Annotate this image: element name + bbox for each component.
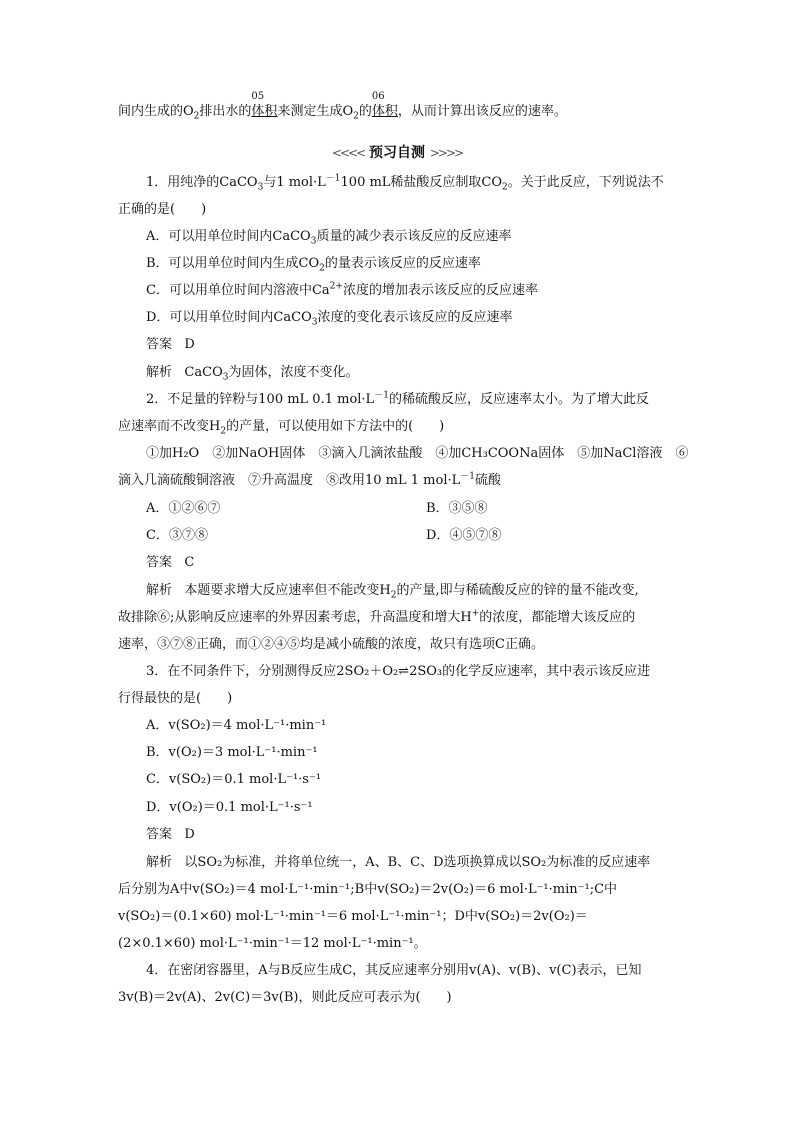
superscript: + [471, 608, 480, 619]
q1-option-b [146, 256, 481, 272]
q4-stem-cont: 3v(B)＝2v(A)、2v(C)＝3v(B)，则此反应可表示为( ) [118, 990, 452, 1005]
q3-stem-cont: 行得最快的是( ) [118, 691, 233, 706]
q2-methods-cont [118, 473, 501, 489]
text-run: 滴入几滴硫酸铜溶液 ⑦升高温度 ⑧改用10 mL 1 mol·L [118, 473, 461, 488]
text-run: CaCO [184, 365, 223, 380]
answer-label: 答案 [146, 827, 173, 842]
analysis-label: 解析 [146, 583, 173, 598]
subscript: 2 [319, 263, 325, 274]
q3-analysis-cont-3: (2×0.1×60) mol·L⁻¹·min⁻¹＝12 mol·L⁻¹·min⁻¹。 [118, 936, 427, 951]
text-run: 与1 mol·L [263, 175, 326, 190]
q3-analysis [146, 855, 650, 871]
text-run: 质量的减少表示该反应的反应速率 [316, 229, 512, 244]
blank-05 [251, 91, 278, 120]
text-run: B．可以用单位时间内生成CO [146, 256, 320, 271]
text-run: 以SO₂为标准，并将单位统一，A、B、C、D选项换算成以SO₂为标准的反应速率 [184, 855, 651, 870]
section-title [0, 142, 794, 162]
subscript: 3 [311, 317, 318, 328]
q1-analysis [146, 365, 358, 381]
q3-analysis-cont-2: v(SO₂)＝(0.1×60) mol·L⁻¹·min⁻¹＝6 mol·L⁻¹·min⁻¹；D中v(SO₂)＝2v(O₂)＝ [118, 909, 588, 924]
blank-06 [371, 91, 398, 120]
text-run: 为固体，浓度不变化。 [228, 365, 359, 380]
subscript: 3 [222, 372, 229, 383]
superscript: －1 [374, 390, 389, 401]
q1-stem [146, 175, 664, 191]
text-run: 本题要求增大反应速率但不能改变H [184, 583, 391, 598]
q2-analysis-cont-2: 速率，③⑦⑧正确，而①②④⑤均是减小硫酸的浓度，故只有选项C正确。 [118, 637, 544, 652]
answer-value: C [184, 555, 195, 570]
left-chevron-ornament: <<<< [331, 146, 365, 160]
subscript: 2 [220, 426, 227, 437]
q2-analysis-cont [118, 610, 635, 626]
q2-methods: ①加H₂O ②加NaOH固体 ③滴入几滴浓盐酸 ④加CH₃COONa固体 ⑤加NaCl溶液 ⑥ [146, 446, 689, 461]
text-run: 的产量，可以使用如下方法中的( ) [226, 419, 445, 434]
subscript: 3 [310, 236, 317, 247]
q4-stem: 4．在密闭容器里，A与B反应生成C，其反应速率分别用v(A)、v(B)、v(C)表示，已知 [146, 963, 642, 978]
text-run: 来测定生成O [277, 104, 354, 119]
q2-answer [146, 555, 194, 571]
text-run: 浓度的变化表示该反应的反应速率 [317, 310, 513, 325]
q2-stem-cont [118, 419, 444, 435]
blank-answer: 体积 [371, 104, 398, 119]
q1-option-d [146, 310, 512, 326]
blank-number: 05 [251, 91, 265, 102]
superscript: －1 [325, 173, 341, 184]
q1-option-a [146, 229, 511, 245]
subscript: 3 [257, 182, 264, 193]
text-run: A．可以用单位时间内CaCO [146, 229, 311, 244]
superscript: 2+ [329, 281, 343, 292]
q3-analysis-cont: 后分别为A中v(SO₂)＝4 mol·L⁻¹·min⁻¹;B中v(SO₂)＝2v(O₂)＝6 mol·L⁻¹·min⁻¹;C中 [118, 882, 618, 897]
text-run: 100 mL稀盐酸反应制取CO [340, 175, 503, 190]
q1-stem-cont: 正确的是( ) [118, 202, 207, 217]
answer-value: D [184, 337, 195, 352]
blank-answer: 体积 [251, 104, 278, 119]
superscript: －1 [460, 471, 475, 482]
section-title-text: 预习自测 [369, 145, 425, 161]
q2-option-b: B．③⑤⑧ [426, 501, 488, 516]
q1-answer [146, 337, 195, 353]
q3-answer [146, 827, 195, 843]
q1-option-c [146, 283, 538, 299]
text-run: 应速率而不改变H [118, 419, 221, 434]
text-run: 2．不足量的锌粉与100 mL 0.1 mol·L [146, 392, 375, 407]
q3-stem: 3．在不同条件下，分别测得反应2SO₂＋O₂⇌2SO₃的化学反应速率，其中表示该反应进 [146, 664, 651, 679]
q3-option-c: C．v(SO₂)＝0.1 mol·L⁻¹·s⁻¹ [146, 772, 322, 787]
subscript: 2 [353, 111, 359, 122]
q3-option-b: B．v(O₂)＝3 mol·L⁻¹·min⁻¹ [146, 745, 318, 760]
text-run: C．可以用单位时间内溶液中Ca [146, 283, 330, 298]
right-chevron-ornament: >>>> [429, 146, 463, 160]
q2-analysis [146, 583, 639, 599]
q2-option-a: A．①②⑥⑦ [146, 501, 221, 516]
subscript: 2 [390, 590, 397, 601]
answer-label: 答案 [146, 337, 173, 352]
text-run: 硫酸 [474, 473, 501, 488]
text-run: 的产量,即与稀硫酸反应的锌的量不能改变, [396, 583, 639, 598]
answer-label: 答案 [146, 555, 173, 570]
text-run: D．可以用单位时间内CaCO [146, 310, 312, 325]
q2-stem [146, 392, 649, 408]
text-run: 的 [358, 104, 372, 119]
analysis-label: 解析 [146, 365, 173, 380]
text-run: 1．用纯净的CaCO [146, 175, 258, 190]
answer-value: D [184, 827, 195, 842]
text-run: 的量表示该反应的反应速率 [324, 256, 481, 271]
subscript: 2 [502, 182, 508, 193]
blank-number: 06 [371, 91, 385, 102]
text-run: 排出水的 [199, 104, 252, 119]
analysis-label: 解析 [146, 855, 173, 870]
q2-option-c: C．③⑦⑧ [146, 528, 208, 543]
subscript: 2 [193, 111, 200, 122]
text-run: 浓度的增加表示该反应的反应速率 [342, 283, 538, 298]
q3-option-a: A．v(SO₂)＝4 mol·L⁻¹·min⁻¹ [146, 718, 327, 733]
text-run: 的浓度，都能增大该反应的 [479, 610, 636, 625]
q2-option-d: D．④⑤⑦⑧ [426, 528, 502, 543]
text-run: 故排除⑥;从影响反应速率的外界因素考虑，升高温度和增大H [118, 610, 472, 625]
text-run: 。关于此反应，下列说法不 [507, 175, 664, 190]
text-run: 的稀硫酸反应，反应速率太小。为了增大此反 [388, 392, 649, 407]
text-run: 间内生成的O [118, 104, 194, 119]
intro-line [118, 91, 567, 122]
text-run: ，从而计算出该反应的速率。 [397, 104, 567, 119]
q3-option-d: D．v(O₂)＝0.1 mol·L⁻¹·s⁻¹ [146, 800, 313, 815]
